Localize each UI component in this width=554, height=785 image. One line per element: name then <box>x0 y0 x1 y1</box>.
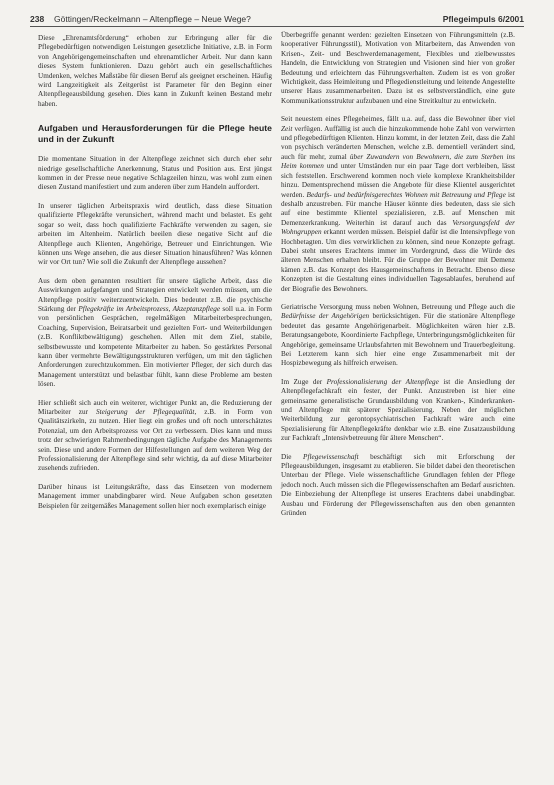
paragraph: Seit neuestem eines Pflegeheimes, fällt u.a. auf, dass die Bewohner über viel Zeit verfügen. Auffällig ist auch die hinzukommende hohe Zahl von verwirrten und pflegebedürftigen Klienten. Hinzu kommt, in der letzten Zeit, dass die Zahl von psychisch veränderten Menschen, welche z.B. dementiell verändert sind, auch für mehr, zumal über Zuwandern von Bewohnern, die zum Sterben ins Heim kommen und unter Umständen nur ein paar Tage dort verbleiben, lässt sich feststellen. Erschwerend kommen noch viele komplexe Krankheitsbilder hinzu. Dementsprechend müssen die Angebote für diese Klientel ausgerichtet werden. Bedarfs- und bedürfnisgerechtes Wohnen mit Betreuung und Pflege ist deshalb anzustreben. Für manche Häuser könnte dies bedeuten, dass sie sich auf eine bestimmte Klientel spezialisieren, z.B. auf Menschen mit Demenzerkrankung. Weiterhin ist darauf auch das Versorgungsfeld der Wohngruppen erkannt werden müssen. Beispiel dafür ist die Intensivpflege von Hochbetagten. Um dies verwirklichen zu können, sind neue Konzepte gefragt. Dabei steht unseres Erachtens immer im Vordergrund, dass die Würde des älteren Menschen erhalten bleibt. Für die Gruppe der Bewohner mit Demenz kämen z.B. das Konzept des Hausgemeinschaftens in Betracht. Ebenso diese Konzepten ist die Gestaltung eines individuellen Tagesablaufes, beruhend auf der Biografie des Bewohners. <box>281 115 515 293</box>
emphasis: Pflegewissenschaft <box>303 452 359 461</box>
paragraph: Darüber hinaus ist Leitungskräfte, dass das Einsetzen von modernem Management immer unabdingbarer wird. Neue Aufgaben schon gesetzten Beispielen für zeitgemäßes Management sollen hier noch exemplarisch einige <box>38 482 272 510</box>
paragraph: Aus dem oben genannten resultiert für unsere tägliche Arbeit, dass die Auswirkungen aufgefangen und Strategien entwickelt werden müssen, um die Altenpflege positiv weiterzuentwickeln. Dies bedeutet z.B. die psychische Stärkung der Pflegekräfte im Arbeitsprozess, Akzeptanzpflege soll u.a. in Form von persönlichen Gesprächen, regelmäßigen Mitarbeiterbesprechungen, Coaching, Supervision, Beiratsarbeit und gezielten Fort- und Weiterbildungen (z.B. Konfliktbewältigung) geschehen. Allen mit dem Ziel, stabile, selbstbewusste und kompetente Mitarbeiter zu haben. So gestärktes Personal kann über vermehrte Bewältigungsstrukturen verfügen, um mit den täglichen Anforderungen zurechtzukommen. Ein motivierter Pfleger, der sich durch das Management unterstützt und belastbar fühlt, kann diese Probleme am besten lösen. <box>38 276 273 389</box>
emphasis: Bedarfs- und bedürfnisgerechtes Wohnen mit Betreuung und Pflege <box>306 190 506 199</box>
journal-name: Pflegeimpuls 6/2001 <box>442 14 524 24</box>
right-column <box>281 31 515 528</box>
paragraph: Geriatrische Versorgung muss neben Wohnen, Betreuung und Pflege auch die Bedürfnisse der Angehörigen berücksichtigen. Für die stationäre Altenpflege bedeutet das gesamte Angehörigenarbeit. Möglichkeiten wären hier z.B. Beratungsangebote, Koordinierte Fachpflege, Unterbringungsmöglichkeiten für Angehörige, gemeinsame Urlaubsfahrten mit Bewohnern und Trauerbegleitung. Bei Letzterem kann sich hier eine enge Zusammenarbeit mit der Hospizbewegung als hilfreich erweisen. <box>281 302 516 368</box>
header-rule <box>30 26 524 27</box>
emphasis: Pflegekräfte im Arbeitsprozess, Akzeptanzpflege <box>78 304 221 313</box>
emphasis: Zeit <box>281 124 293 133</box>
paragraph: Hier schließt sich auch ein weiterer, wichtiger Punkt an, die Reduzierung der Mitarbeiter zur Steigerung der Pflegequalität, z.B. in Form von Qualitätszirkeln, zu nutzen. Hier liegt ein großes und oft noch unterschätztes Potenzial, um den Arbeitsprozess vor Ort zu verbessern. Dies kann und muss trotz der schwierigen Rahmenbedingungen tägliche Aufgabe des Managements sein. Diese und andere Formen der Hilfestellungen auf dem weiteren Weg der Professionalisierung der Altenpflege sind sehr wichtig, da auf diese Mitarbeiter zusehends zufrieden. <box>38 398 272 473</box>
paragraph: Die Pflegewissenschaft beschäftigt sich mit Erforschung der Pflegeausbildungen, insgesamt zu etablieren. Sie bildet dabei den theoretischen Unterbau der Pflege. Viele wissenschaftliche Grundlagen fehlen der Pflege jedoch noch. Auch müssen sich die Pflegewissenschaften am Bedarf ausrichten. Die Einbeziehung der Altenpflege ist unseres Erachtens dabei unabdingbar. Ausbau und Förderung der Pflegewissenschaften aus den oben genannten Gründen <box>281 452 516 518</box>
running-header <box>30 8 524 28</box>
paragraph: Die momentane Situation in der Altenpflege zeichnet sich durch eher sehr niedrige gesellschaftliche Anerkennung, Status und Position aus. Erst jüngst kommen in der Presse neue negative Schlagzeilen hinzu, was wohl zum einen diesen Zustand manifestiert und zum anderen über zum Handeln auffordert. <box>38 155 272 192</box>
running-title: Göttingen/Reckelmann – Altenpflege – Neue Wege? <box>54 14 251 24</box>
section-heading: Aufgaben und Herausforderungen für die Pflege heute und in der Zukunft <box>38 123 272 145</box>
emphasis: Professionalisierung der Altenpflege <box>326 377 439 386</box>
page-number: 238 <box>30 14 45 24</box>
emphasis: Versorgungsfeld der Wohngruppen <box>281 218 515 237</box>
left-column <box>38 34 272 520</box>
emphasis: Bedürfnisse der Angehörigen <box>281 312 370 321</box>
emphasis: Steigerung der Pflegequalität <box>95 408 195 416</box>
paragraph: In unserer täglichen Arbeitspraxis wird deutlich, dass diese Situation qualifizierte Pflegekräfte verunsichert, während macht und belastet. Es geht sogar so weit, dass hoch qualifizierte Fachkräfte verwenden zu sagen, sie arbeiten im Altenheim. Natürlich beeilen diese negative Sicht auf die Altenpflege auch Klienten, Angehörige, Betreuer und Einrichtungen. Wie können uns Wege ansehen, die aus dieser Situation hinausführen? Was können wir vor Ort tun? Wie soll die Zukunft der Altenpflege aussehen? <box>38 201 272 267</box>
intro-paragraph: Diese „Ehrenamtsförderung“ erhoben zur Erbringung aller für die Pflegebedürftigen notwendigen Leistungen gesetzliche Initiative, z.B. in Form von Angehörigengemeinschaften und ehrenamtlicher Arbeit. Nur dann kann dieses System funktionieren. Dazu gehört auch ein gesellschaftliches Umdenken, welches Maßstäbe für diesen Beruf als geeignet erscheinen. Häufig wird Langzeitigkeit als Zeitgerüst ist Parameter für den Beginn einer Altenpflegeausbildung gesehen. Dies kann in Zukunft keinen Bestand mehr haben. <box>38 34 272 108</box>
paragraph: Überbegriffe genannt werden: gezielten Einsetzen von Führungsmitteln (z.B. kooperativer Führungsstil), Motivation von Mitarbeitern, das Anwenden von Krisen-, Zeit- und Beschwerdemanagement, Flexibles und zielbewusstes Handeln, die Entwicklung von Strategien und Visionen sind hier von großer Bedeutung und erleichtern das Führungsverhalten. Zudem ist es von großer Wichtigkeit, dass Heimleitung und Pflegedienstleitung und leitende Angestellte unserer Haus zusammenarbeiten. Dazu ist es selbstverständlich, eine gute Kommunikationsstruktur aufzubauen und eine Streitkultur zu entwickeln. <box>281 31 515 105</box>
paragraph: Im Zuge der Professionalisierung der Altenpflege ist die Ansiedlung der Altenpflegefachkraft ein fester, der Punkt. Anzustreben ist hier eine gemeinsame generalistische Grundausbildung von Kranken-, Kinderkranken- und Altenpflege mit späterer Spezialisierung. Neben der möglichen Weiterbildung zur gerontopsychiatrischen Fachkraft wäre auch eine Spezialisierung für Altenpflegekräfte denkbar wie z.B. eine Zusatzausbildung zur Fachkraft „Intensivbetreuung für ältere Menschen“. <box>281 377 515 443</box>
emphasis: über Zuwandern von Bewohnern, die zum Sterben ins Heim kommen <box>281 152 515 171</box>
